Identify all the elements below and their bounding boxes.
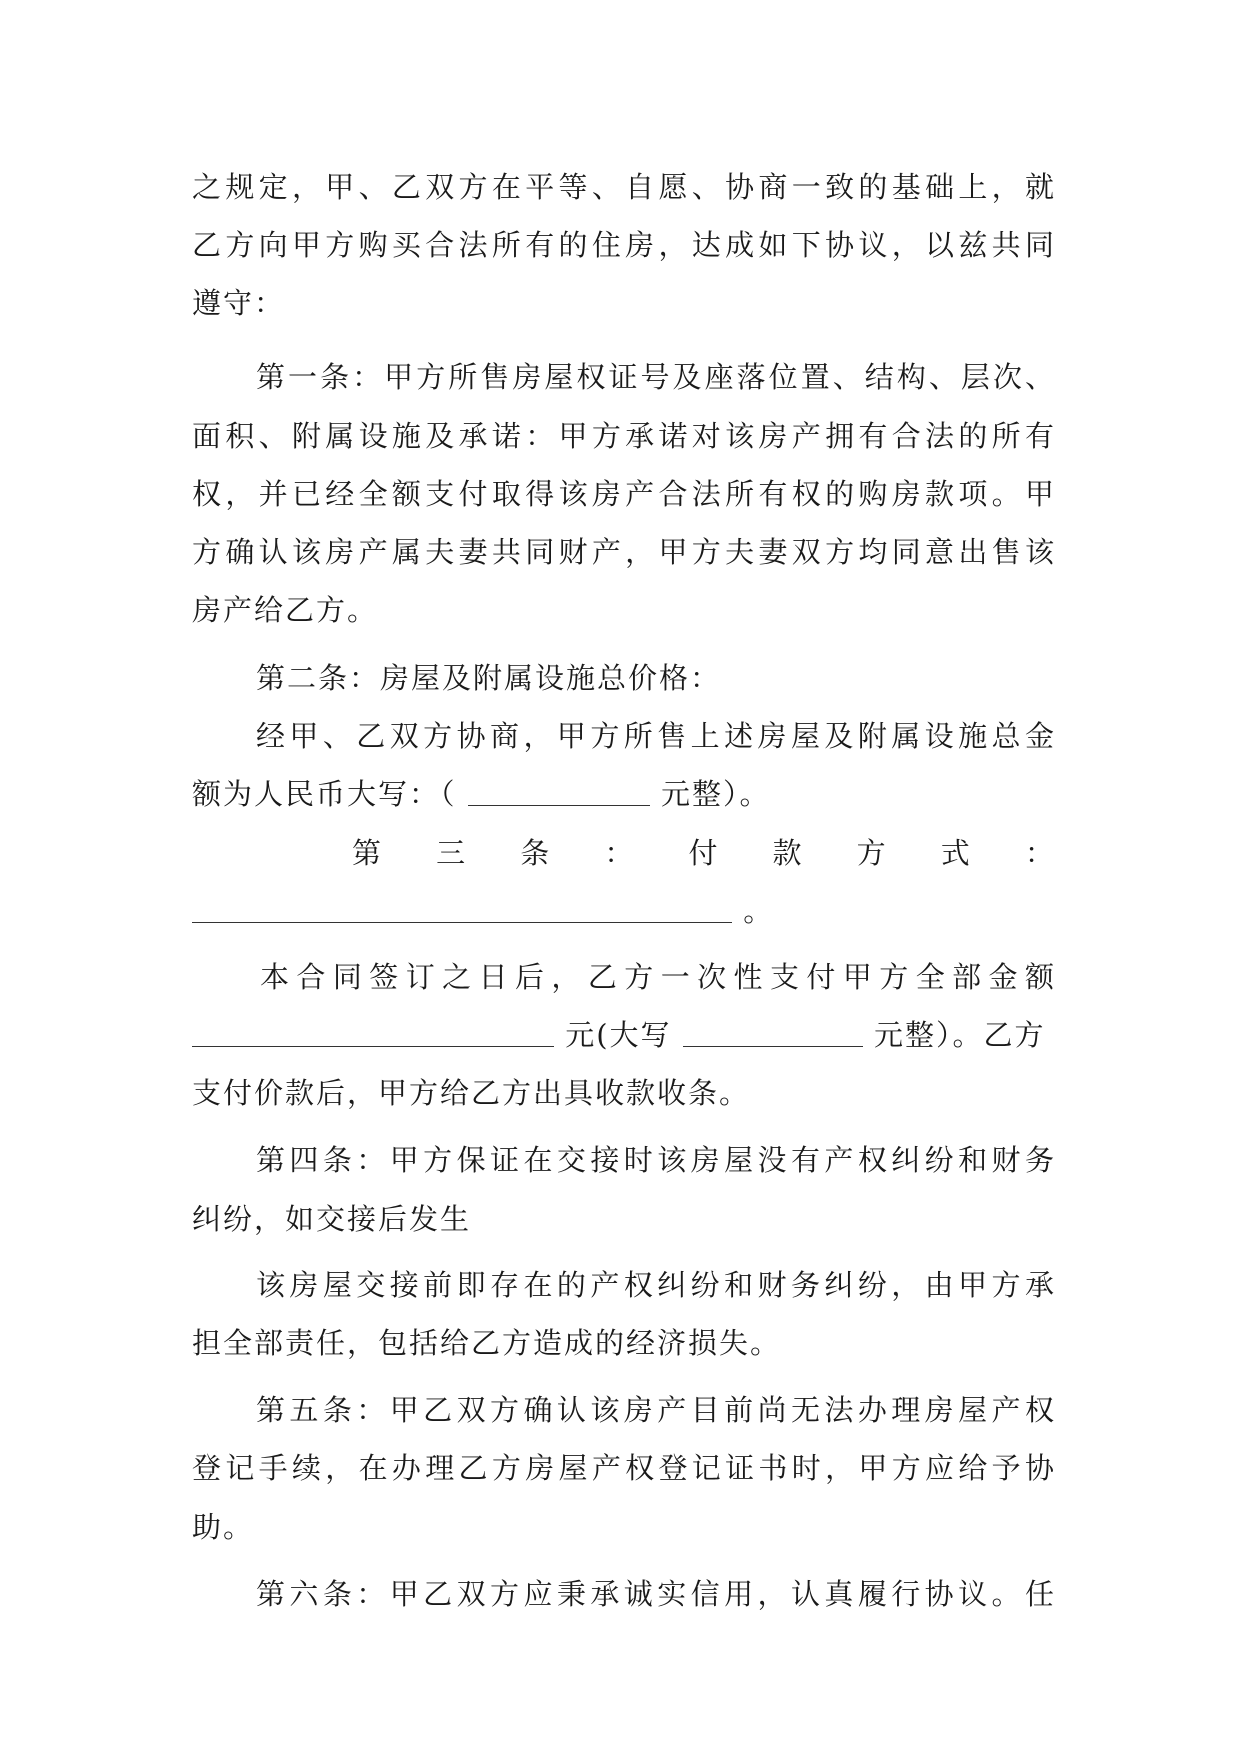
amount-blank <box>468 775 650 806</box>
article-6-heading-line: 第六条：甲乙双方应秉承诚实信用，认真履行协议。任 <box>256 1577 1056 1611</box>
text-line: 之规定，甲、乙双方在平等、自愿、协商一致的基础上，就 <box>192 170 1056 204</box>
text-line: 支付价款后，甲方给乙方出具收款收条。 <box>192 1076 751 1110</box>
text-line: 方确认该房产属夫妻共同财产，甲方夫妻双方均同意出售该 <box>192 535 1056 569</box>
text-segment: 。 <box>743 894 775 928</box>
text-segment: 元(大写 <box>565 1018 672 1052</box>
article-1-heading-line: 第一条：甲方所售房屋权证号及座落位置、结构、层次、 <box>256 360 1056 394</box>
amount-line <box>192 1004 1056 1066</box>
text-line: 本合同签订之日后，乙方一次性支付甲方全部金额 <box>260 960 1056 994</box>
text-line: 助。 <box>192 1510 255 1544</box>
article-3-char: ： <box>604 836 636 870</box>
text-segment: 额为人民币大写：（ <box>192 777 457 811</box>
article-3-char: 方 <box>856 836 888 870</box>
article-5-heading-line: 第五条：甲乙双方确认该房产目前尚无法办理房屋产权 <box>256 1393 1056 1427</box>
text-line: 遵守： <box>192 286 286 320</box>
text-line: 乙方向甲方购买合法所有的住房，达成如下协议，以兹共同 <box>192 228 1056 262</box>
amount-words-blank <box>683 1016 863 1047</box>
payment-method-blank <box>192 892 732 923</box>
article-3-char: ： <box>1024 836 1056 870</box>
article-3-char: 款 <box>772 836 804 870</box>
article-3-char: 式 <box>940 836 972 870</box>
text-segment: 元整）。 <box>660 777 771 811</box>
text-line: 经甲、乙双方协商，甲方所售上述房屋及附属设施总金 <box>256 719 1056 753</box>
total-price-line <box>192 763 1056 825</box>
article-3-char: 第 <box>352 836 384 870</box>
text-segment: 元整）。乙方 <box>873 1018 1046 1052</box>
article-4-heading-line: 第四条：甲方保证在交接时该房屋没有产权纠纷和财务 <box>256 1143 1056 1177</box>
amount-figure-blank <box>192 1016 554 1047</box>
text-line: 房产给乙方。 <box>192 593 379 627</box>
article-3-char: 三 <box>436 836 468 870</box>
text-line: 纠纷，如交接后发生 <box>192 1202 472 1236</box>
text-line: 权，并已经全额支付取得该房产合法所有权的购房款项。甲 <box>192 477 1056 511</box>
article-3-char: 付 <box>688 836 720 870</box>
text-line: 面积、附属设施及承诺：甲方承诺对该房产拥有合法的所有 <box>192 419 1056 453</box>
article-2-heading: 第二条：房屋及附属设施总价格： <box>256 661 722 695</box>
text-line: 登记手续，在办理乙方房屋产权登记证书时，甲方应给予协 <box>192 1451 1056 1485</box>
article-3-char: 条 <box>520 836 552 870</box>
payment-method-line <box>192 880 1056 942</box>
text-line: 该房屋交接前即存在的产权纠纷和财务纠纷，由甲方承 <box>256 1268 1056 1302</box>
text-line: 担全部责任，包括给乙方造成的经济损失。 <box>192 1326 782 1360</box>
article-3-heading <box>352 822 1056 884</box>
